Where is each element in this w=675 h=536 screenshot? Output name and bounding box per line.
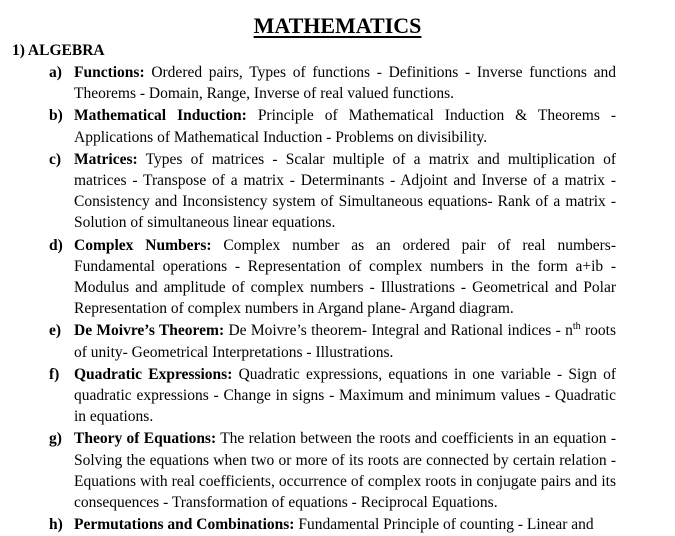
topic-letter: d) xyxy=(49,236,63,254)
topic-name: Theory of Equations: xyxy=(74,430,217,448)
topic-item-theory-of-equations xyxy=(0,428,616,513)
topic-letter: h) xyxy=(49,516,63,534)
topic-item-matrices xyxy=(0,149,616,234)
topic-name: Permutations and Combinations: xyxy=(74,516,295,534)
superscript-th: th xyxy=(572,321,581,333)
topic-list xyxy=(0,62,675,536)
page-title-text: MATHEMATICS xyxy=(253,13,422,38)
section-heading: 1) ALGEBRA xyxy=(12,42,105,59)
topic-item-de-moivres-theorem xyxy=(0,320,616,362)
topic-letter: e) xyxy=(49,322,62,340)
topic-name: Functions: xyxy=(74,64,145,81)
topic-letter: f) xyxy=(49,365,60,383)
topic-item-functions xyxy=(0,62,616,104)
page-title xyxy=(0,12,675,40)
topic-text: Ordered pairs, Types of functions - Definitions - Inverse functions and Theorems - Domain, Range, Inverse of real valued functions. xyxy=(74,64,616,103)
topic-item-mathematical-induction xyxy=(0,105,616,147)
topic-name: Complex Numbers: xyxy=(74,236,212,254)
topic-letter: g) xyxy=(49,430,62,448)
topic-text: Principle of Mathematical Induction & Theorems - Applications of Mathematical Induction - Problems on divisibility. xyxy=(74,107,616,146)
topic-item-quadratic-expressions xyxy=(0,364,616,428)
topic-letter: a) xyxy=(49,64,62,81)
topic-text-before: De Moivre’s theorem- Integral and Rational indices - n xyxy=(228,322,573,340)
topic-text: The relation between the roots and coefficients in an equation - Solving the equations when two or more of its roots are connected by certain relation - Equations with real coefficients, occurrence of complex roots in conjugate pairs and its consequences - Transformation of equations - Reciprocal Equations. xyxy=(74,430,616,512)
topic-name: De Moivre’s Theorem: xyxy=(74,322,225,340)
topic-text: Types of matrices - Scalar multiple of a matrix and multiplication of matrices - Transpose of a matrix - Determinants - Adjoint and Inverse of a matrix - Consistency and Inconsistency system of Simultaneous equations- Rank of a matrix - Solution of simultaneous linear equations. xyxy=(74,150,616,232)
topic-text: Complex number as an ordered pair of real numbers- Fundamental operations - Representation of complex numbers in the form a+ib - Modulus and amplitude of complex numbers - Illustrations - Geometrical and Polar Representation of complex numbers in Argand plane- Argand diagram. xyxy=(74,236,616,318)
topic-name: Mathematical Induction: xyxy=(74,107,247,125)
topic-item-permutations-and-combinations xyxy=(0,514,616,535)
topic-letter: c) xyxy=(49,150,62,168)
topic-item-complex-numbers xyxy=(0,235,616,320)
topic-letter: b) xyxy=(49,107,63,125)
topic-text: Fundamental Principle of counting - Linear and xyxy=(298,516,594,534)
topic-name: Matrices: xyxy=(74,150,138,168)
topic-text: Quadratic expressions, equations in one variable - Sign of quadratic expressions - Change in signs - Maximum and minimum values - Quadratic in equations. xyxy=(74,365,616,426)
topic-name: Quadratic Expressions: xyxy=(74,365,233,383)
topic-text-after: roots of unity- Geometrical Interpretations - Illustrations. xyxy=(74,322,617,361)
